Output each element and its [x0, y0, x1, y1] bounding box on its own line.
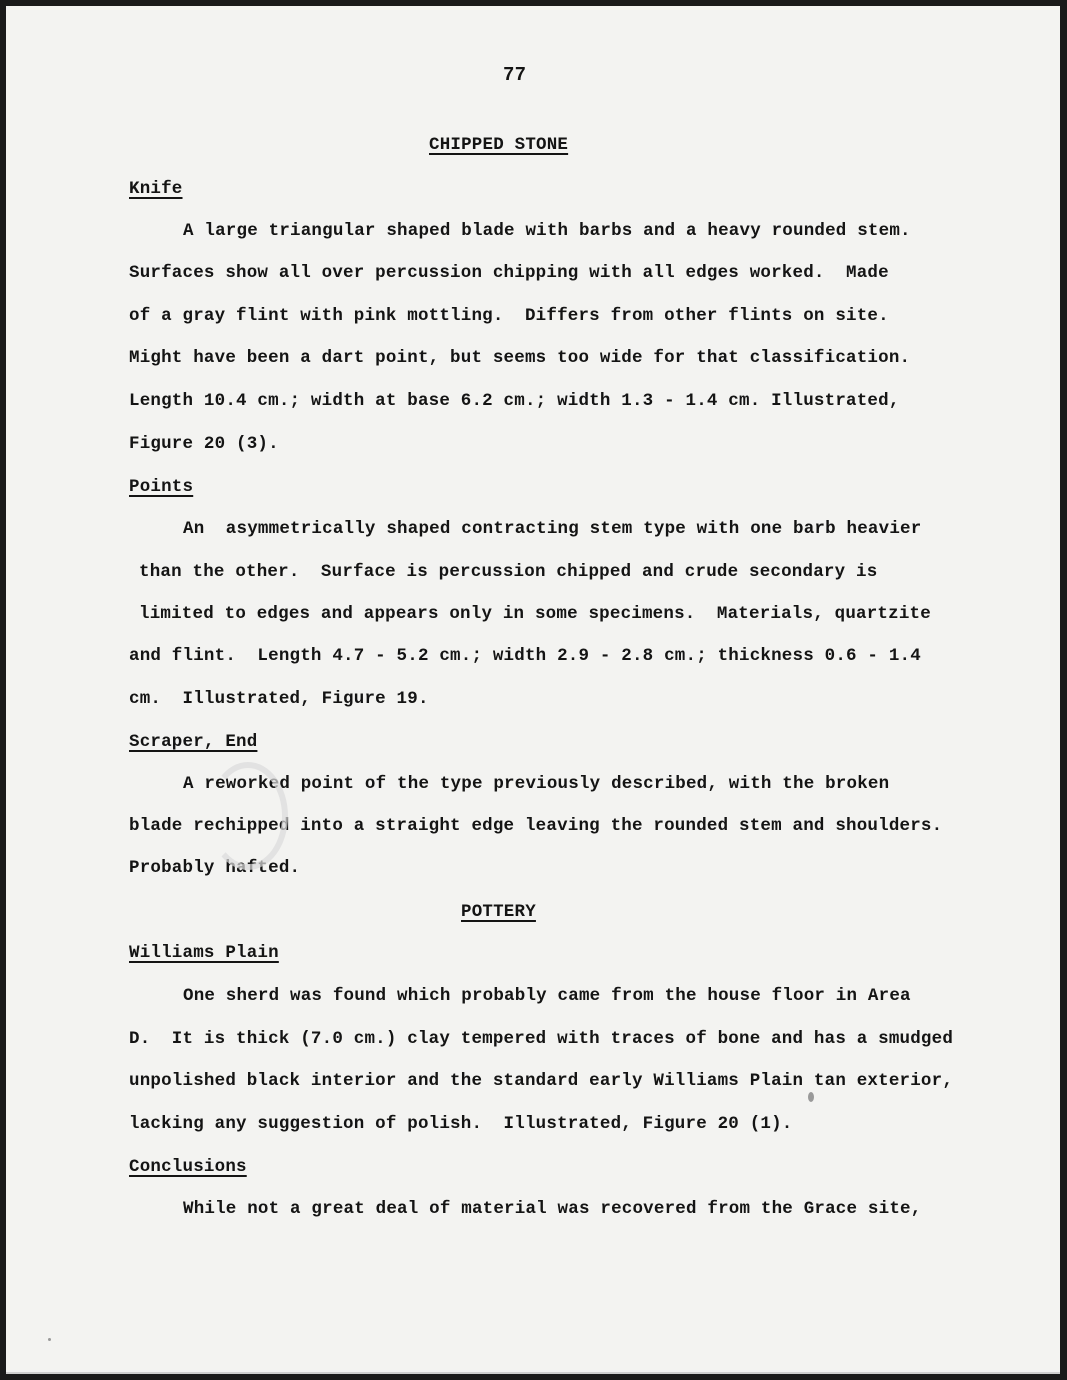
ink-speck — [808, 1092, 814, 1102]
points-line: limited to edges and appears only in some specimens. Materials, quartzite — [139, 604, 931, 624]
paper-stain-mark — [208, 762, 288, 870]
section-title-chipped-stone: CHIPPED STONE — [429, 135, 569, 155]
points-line: An asymmetrically shaped contracting stem type with one barb heavier — [183, 519, 922, 539]
scraper-line: blade rechipped into a straight edge leaving the rounded stem and shoulders. — [129, 816, 943, 836]
knife-line: Length 10.4 cm.; width at base 6.2 cm.; width 1.3 - 1.4 cm. Illustrated, — [129, 391, 900, 411]
scraper-line: A reworked point of the type previously described, with the broken — [183, 774, 890, 794]
subheading-knife: Knife — [129, 179, 183, 199]
knife-line: of a gray flint with pink mottling. Differs from other flints on site. — [129, 306, 889, 326]
scraper-line: Probably hafted. — [129, 858, 301, 878]
knife-line: Figure 20 (3). — [129, 434, 279, 454]
knife-line: Might have been a dart point, but seems too wide for that classification. — [129, 348, 911, 368]
conclusions-line: While not a great deal of material was recovered from the Grace site, — [183, 1199, 922, 1219]
points-line: than the other. Surface is percussion chipped and crude secondary is — [139, 562, 878, 582]
williams-plain-line: One sherd was found which probably came from the house floor in Area — [183, 986, 911, 1006]
subheading-scraper-end: Scraper, End — [129, 732, 258, 752]
subheading-points: Points — [129, 477, 194, 497]
page-number: 77 — [503, 64, 527, 86]
subheading-conclusions: Conclusions — [129, 1157, 247, 1177]
knife-line: Surfaces show all over percussion chipping with all edges worked. Made — [129, 263, 889, 283]
subheading-williams-plain: Williams Plain — [129, 943, 279, 963]
williams-plain-line: unpolished black interior and the standard early Williams Plain tan exterior, — [129, 1071, 954, 1091]
williams-plain-line: lacking any suggestion of polish. Illustrated, Figure 20 (1). — [129, 1114, 793, 1134]
section-title-pottery: POTTERY — [461, 902, 536, 922]
ink-speck — [48, 1338, 51, 1341]
points-line: cm. Illustrated, Figure 19. — [129, 689, 429, 709]
points-line: and flint. Length 4.7 - 5.2 cm.; width 2.9 - 2.8 cm.; thickness 0.6 - 1.4 — [129, 646, 921, 666]
knife-line: A large triangular shaped blade with barbs and a heavy rounded stem. — [183, 221, 911, 241]
williams-plain-line: D. It is thick (7.0 cm.) clay tempered with traces of bone and has a smudged — [129, 1029, 954, 1049]
